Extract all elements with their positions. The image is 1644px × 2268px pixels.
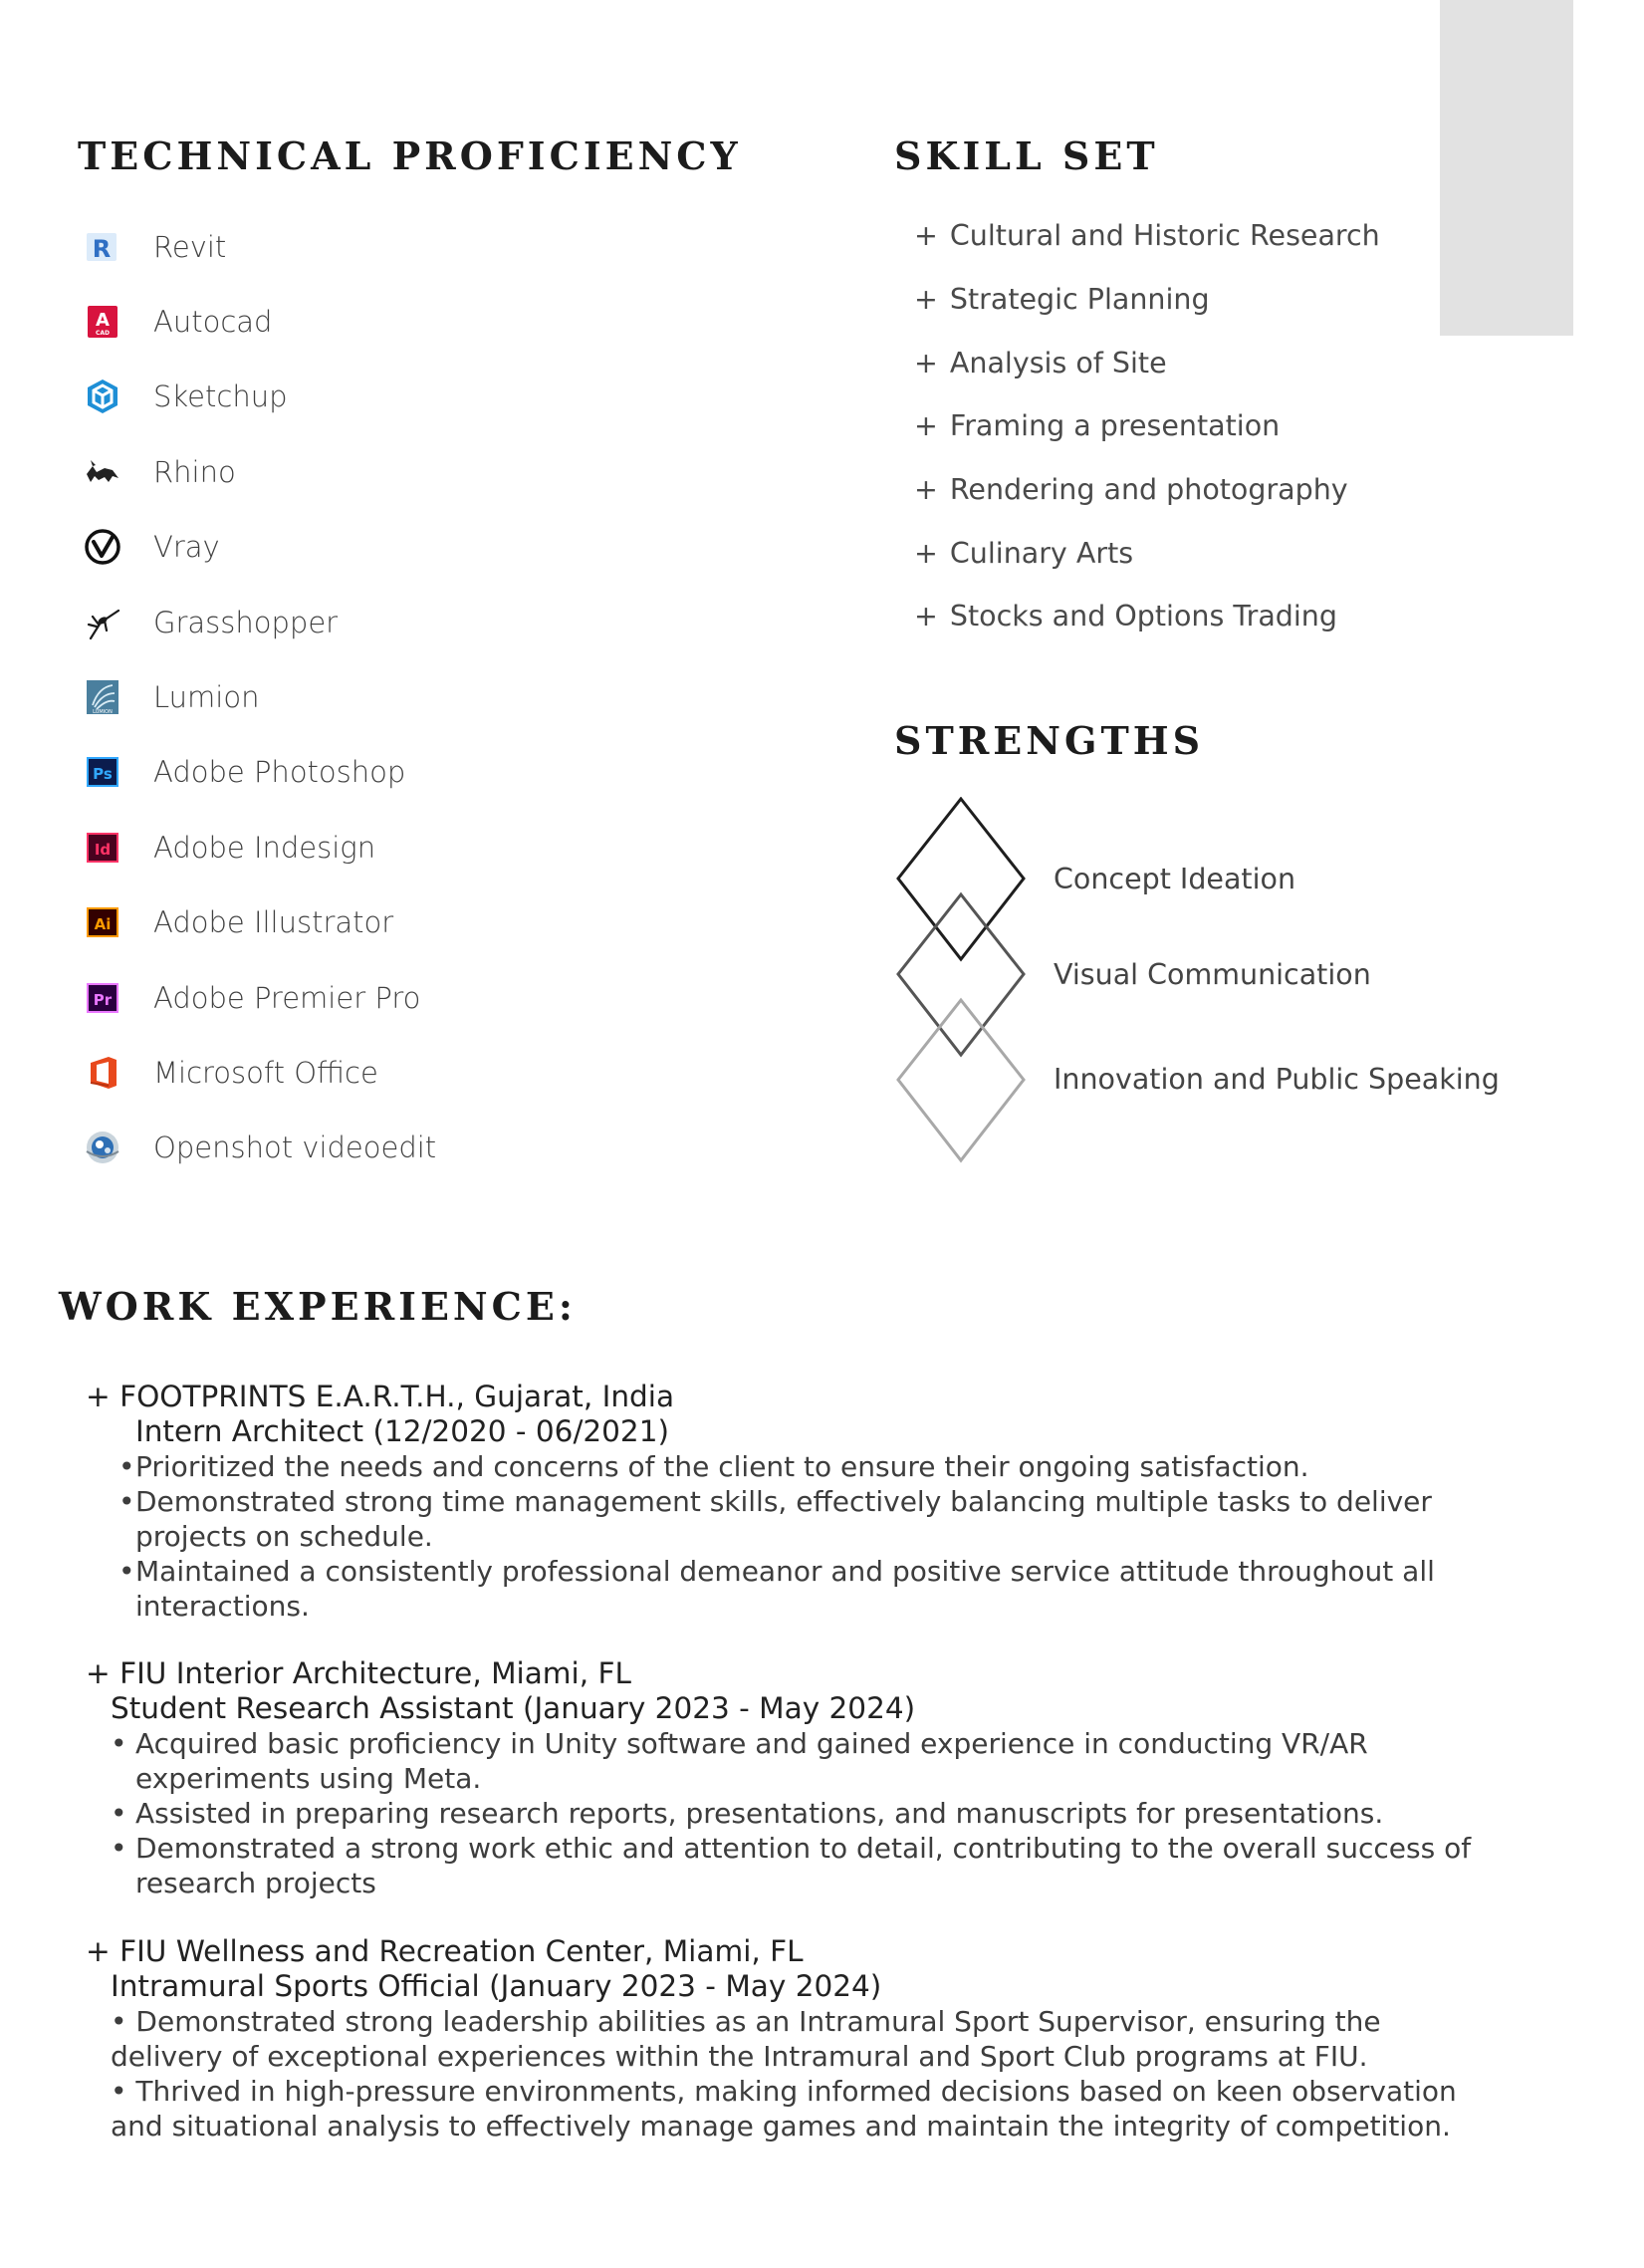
tool-openshot	[82, 1111, 639, 1185]
tool-illustrator	[82, 885, 639, 960]
diamond-concept	[898, 799, 1024, 959]
bullet-dot: •	[118, 1555, 135, 1588]
tool-label: Openshot videoedit	[153, 1131, 437, 1165]
tool-label: Adobe Premier Pro	[153, 980, 421, 1015]
diamond-visual	[898, 894, 1024, 1055]
strengths-diamond-graphic	[891, 797, 1041, 1165]
job-role: Intern Architect (12/2020 - 06/2021)	[135, 1414, 669, 1448]
svg-text:CAD: CAD	[95, 330, 111, 338]
sketchup-icon	[82, 376, 123, 417]
tool-label: Microsoft Office	[153, 1055, 378, 1090]
svg-text:Ai: Ai	[94, 915, 112, 934]
skill-item	[914, 458, 1380, 522]
indesign-icon	[82, 827, 123, 869]
skill-set-heading: SKILL SET	[894, 133, 1159, 178]
skill-label: Stocks and Options Trading	[949, 600, 1337, 633]
skill-label: Strategic Planning	[949, 283, 1210, 317]
technical-proficiency-heading: TECHNICAL PROFICIENCY	[78, 133, 742, 178]
tool-autocad	[82, 284, 639, 359]
job-bullet	[86, 1796, 1480, 1831]
skill-list	[914, 204, 1380, 648]
illustrator-icon	[82, 901, 123, 943]
strengths-heading: STRENGTHS	[894, 718, 1205, 763]
strength-item: Visual Communication	[1054, 958, 1371, 991]
office-icon	[82, 1052, 123, 1094]
skill-label: Culinary Arts	[949, 536, 1134, 570]
bullet-text: Demonstrated strong time management skills, effectively balancing multiple tasks to deliver projects on schedule.	[135, 1485, 1432, 1553]
plus-marker: +	[914, 346, 938, 379]
tool-rhino	[82, 434, 639, 509]
job-entry	[86, 1656, 1480, 1900]
bullet-dot: •	[118, 1450, 135, 1483]
tool-revit	[82, 209, 639, 284]
tool-grasshopper	[82, 585, 639, 659]
work-experience-heading: WORK EXPERIENCE:	[59, 1284, 577, 1329]
svg-text:Id: Id	[94, 840, 112, 859]
tool-label: Autocad	[153, 305, 273, 340]
corner-accent-block	[1440, 0, 1573, 336]
tool-label: Adobe Indesign	[153, 830, 376, 865]
tool-office	[82, 1035, 639, 1110]
skill-item	[914, 331, 1380, 394]
bullet-text: Maintained a consistently professional demeanor and positive service attitude throughout all interactions.	[135, 1555, 1435, 1623]
tool-label: Vray	[153, 530, 220, 565]
skill-item	[914, 204, 1380, 268]
vray-icon	[82, 526, 123, 568]
plus-marker: +	[914, 536, 938, 570]
job-entry	[86, 1934, 1480, 2143]
bullet-dot: •	[111, 1797, 127, 1830]
plus-marker: +	[914, 600, 938, 633]
skill-item	[914, 521, 1380, 585]
job-employer: + FIU Interior Architecture, Miami, FL	[86, 1656, 631, 1690]
job-bullet	[86, 2074, 1480, 2143]
svg-text:LUMION: LUMION	[93, 709, 113, 716]
tool-vray	[82, 510, 639, 585]
tool-indesign	[82, 810, 639, 884]
job-bullet	[86, 2004, 1480, 2074]
tool-label: Lumion	[153, 680, 260, 715]
svg-text:R: R	[92, 234, 112, 263]
grasshopper-icon	[82, 602, 123, 643]
job-entry	[86, 1380, 1480, 1624]
skill-label: Analysis of Site	[949, 346, 1167, 379]
bullet-text: Assisted in preparing research reports, presentations, and manuscripts for presentations.	[135, 1797, 1384, 1830]
bullet-text: Demonstrated strong leadership abilities as an Intramural Sport Supervisor, ensuring the delivery of exceptional experiences within the Intramural and Sport Club programs at FIU.	[111, 2005, 1381, 2073]
bullet-text: Prioritized the needs and concerns of the client to ensure their ongoing satisfaction.	[135, 1450, 1309, 1483]
bullet-text: Demonstrated a strong work ethic and attention to detail, contributing to the overall success of research projects	[135, 1832, 1472, 1899]
tool-label: Revit	[153, 229, 227, 264]
tool-label: Rhino	[153, 454, 236, 489]
job-bullet	[86, 1484, 1480, 1554]
tool-label: Grasshopper	[153, 605, 339, 639]
job-bullet	[86, 1554, 1480, 1624]
job-bullet	[86, 1831, 1480, 1900]
job-role: Student Research Assistant (January 2023 - May 2024)	[111, 1691, 916, 1725]
autocad-icon	[82, 301, 123, 343]
tool-label: Sketchup	[153, 379, 288, 414]
tool-sketchup	[82, 360, 639, 434]
rhino-icon	[82, 451, 123, 493]
plus-marker: +	[914, 283, 938, 317]
job-employer: + FOOTPRINTS E.A.R.T.H., Gujarat, India	[86, 1380, 675, 1413]
bullet-dot: •	[118, 1485, 135, 1518]
tool-label: Adobe Illustrator	[153, 905, 394, 940]
tool-premiere	[82, 960, 639, 1035]
job-employer: + FIU Wellness and Recreation Center, Miami, FL	[86, 1934, 804, 1968]
photoshop-icon	[82, 751, 123, 793]
skill-label: Rendering and photography	[949, 473, 1348, 507]
bullet-dot: •	[111, 2005, 127, 2038]
svg-text:A: A	[96, 310, 110, 332]
skill-item	[914, 585, 1380, 648]
job-bullet	[86, 1449, 1480, 1484]
tool-label: Adobe Photoshop	[153, 755, 406, 790]
job-bullet	[86, 1726, 1480, 1796]
svg-text:Pr: Pr	[93, 990, 113, 1009]
diamond-innovation	[898, 1000, 1024, 1160]
skill-item	[914, 268, 1380, 332]
skill-label: Cultural and Historic Research	[949, 219, 1380, 253]
plus-marker: +	[914, 409, 938, 443]
tools-list	[82, 209, 639, 1185]
strength-item: Innovation and Public Speaking	[1054, 1063, 1500, 1096]
job-role: Intramural Sports Official (January 2023 - May 2024)	[111, 1969, 882, 2003]
tool-lumion	[82, 659, 639, 734]
plus-marker: +	[914, 473, 938, 507]
bullet-dot: •	[111, 1832, 127, 1865]
revit-icon	[82, 226, 123, 268]
skill-item	[914, 394, 1380, 458]
strength-item: Concept Ideation	[1054, 863, 1296, 895]
bullet-text: Acquired basic proficiency in Unity software and gained experience in conducting VR/AR experiments using Meta.	[135, 1727, 1368, 1795]
skill-label: Framing a presentation	[949, 409, 1281, 443]
bullet-dot: •	[111, 2075, 127, 2108]
tool-photoshop	[82, 735, 639, 810]
premiere-icon	[82, 977, 123, 1019]
svg-text:Ps: Ps	[93, 765, 113, 784]
lumion-icon	[82, 676, 123, 718]
bullet-text: Thrived in high-pressure environments, making informed decisions based on keen observation and situational analysis to effectively manage games and maintain the integrity of competition.	[111, 2075, 1457, 2142]
bullet-dot: •	[111, 1727, 127, 1760]
plus-marker: +	[914, 219, 938, 253]
openshot-icon	[82, 1127, 123, 1168]
